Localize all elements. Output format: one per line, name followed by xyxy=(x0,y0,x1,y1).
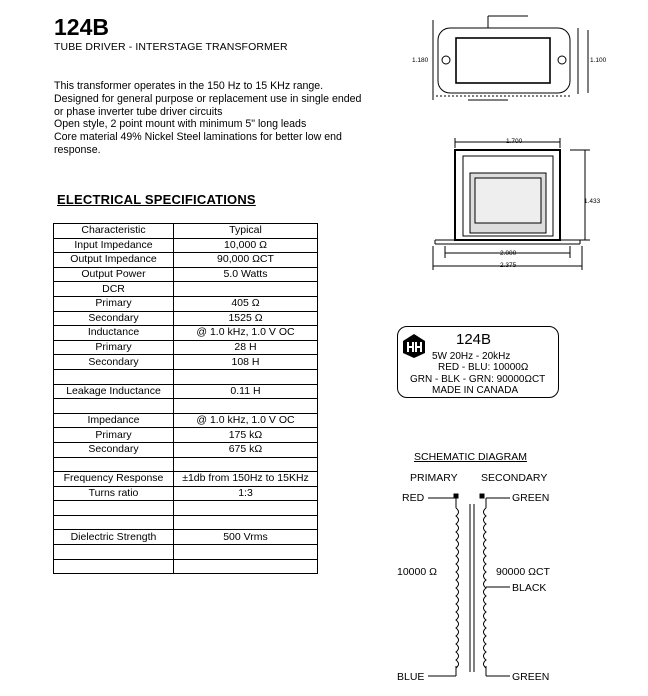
characteristic-cell xyxy=(54,559,174,574)
typical-cell: 175 kΩ xyxy=(174,428,318,443)
lead-blue: BLUE xyxy=(397,671,425,683)
characteristic-cell: Output Impedance xyxy=(54,253,174,268)
description-line: Designed for general purpose or replacement use in single ended xyxy=(54,92,362,105)
characteristic-cell: Primary xyxy=(54,296,174,311)
dim-overall: 2.375 xyxy=(500,262,517,269)
typical-cell: 108 H xyxy=(174,355,318,370)
schematic-title: SCHEMATIC DIAGRAM xyxy=(414,451,527,463)
characteristic-cell xyxy=(54,369,174,384)
characteristic-cell: Inductance xyxy=(54,326,174,341)
characteristic-cell: Leakage Inductance xyxy=(54,384,174,399)
label-line4: MADE IN CANADA xyxy=(432,385,519,396)
characteristic-cell: Impedance xyxy=(54,413,174,428)
table-header-row xyxy=(54,224,318,239)
typical-cell: @ 1.0 kHz, 1.0 V OC xyxy=(174,413,318,428)
hammond-logo-icon xyxy=(402,333,426,359)
characteristic-cell xyxy=(54,545,174,560)
table-row xyxy=(54,326,318,341)
typical-cell xyxy=(174,515,318,530)
table-row xyxy=(54,369,318,384)
characteristic-cell: Primary xyxy=(54,340,174,355)
table-row xyxy=(54,413,318,428)
description-line: response. xyxy=(54,143,101,156)
product-label xyxy=(397,326,559,398)
table-row xyxy=(54,486,318,501)
lead-black: BLACK xyxy=(512,582,547,594)
characteristic-cell: Turns ratio xyxy=(54,486,174,501)
description-line: Open style, 2 point mount with minimum 5" long leads xyxy=(54,118,307,131)
typical-cell: 1525 Ω xyxy=(174,311,318,326)
characteristic-cell: Output Power xyxy=(54,267,174,282)
characteristic-cell: Secondary xyxy=(54,355,174,370)
table-row xyxy=(54,399,318,414)
characteristic-cell: Dielectric Strength xyxy=(54,530,174,545)
table-row xyxy=(54,515,318,530)
typical-cell xyxy=(174,545,318,560)
typical-cell: 5.0 Watts xyxy=(174,267,318,282)
table-row xyxy=(54,238,318,253)
table-row xyxy=(54,472,318,487)
typical-cell xyxy=(174,369,318,384)
label-line1: 5W 20Hz - 20kHz xyxy=(432,351,511,362)
table-row xyxy=(54,282,318,297)
label-line3: GRN - BLK - GRN: 90000ΩCT xyxy=(410,374,546,385)
page-title: 124B xyxy=(54,14,109,40)
table-row xyxy=(54,457,318,472)
typical-cell: 10,000 Ω xyxy=(174,238,318,253)
characteristic-cell xyxy=(54,457,174,472)
typical-cell xyxy=(174,399,318,414)
dim-width-top: 1.700 xyxy=(506,138,523,145)
typical-cell xyxy=(174,457,318,472)
label-model: 124B xyxy=(456,331,492,348)
description-line: or phase inverter tube driver circuits xyxy=(54,105,223,118)
typical-cell: 405 Ω xyxy=(174,296,318,311)
characteristic-cell: Input Impedance xyxy=(54,238,174,253)
characteristic-cell: Secondary xyxy=(54,311,174,326)
typical-cell xyxy=(174,282,318,297)
table-row xyxy=(54,253,318,268)
typical-cell: 675 kΩ xyxy=(174,442,318,457)
description xyxy=(54,80,394,157)
typical-cell: 0.11 H xyxy=(174,384,318,399)
typical-cell: 28 H xyxy=(174,340,318,355)
secondary-value: 90000 ΩCT xyxy=(496,566,550,578)
table-row xyxy=(54,559,318,574)
table-row xyxy=(54,296,318,311)
typical-cell xyxy=(174,559,318,574)
characteristic-cell xyxy=(54,399,174,414)
schematic-drawing xyxy=(428,490,518,690)
table-row xyxy=(54,442,318,457)
dim-top-right: 1.100 xyxy=(590,57,607,64)
table-row xyxy=(54,428,318,443)
table-row xyxy=(54,545,318,560)
lead-green-bottom: GREEN xyxy=(512,671,550,683)
schematic-primary-label: PRIMARY xyxy=(410,472,458,484)
characteristic-cell: Frequency Response xyxy=(54,472,174,487)
typical-cell: ±1db from 150Hz to 15KHz xyxy=(174,472,318,487)
primary-value: 10000 Ω xyxy=(397,566,437,578)
table-row xyxy=(54,311,318,326)
characteristic-cell: Secondary xyxy=(54,442,174,457)
characteristic-cell: DCR xyxy=(54,282,174,297)
schematic-secondary-label: SECONDARY xyxy=(481,472,548,484)
specs-table xyxy=(53,223,318,574)
lead-green-top: GREEN xyxy=(512,492,550,504)
specs-heading: ELECTRICAL SPECIFICATIONS xyxy=(57,192,256,207)
typical-cell xyxy=(174,501,318,516)
label-line2: RED - BLU: 10000Ω xyxy=(438,362,529,373)
typical-cell: 90,000 ΩCT xyxy=(174,253,318,268)
description-line: Core material 49% Nickel Steel laminations for better low end xyxy=(54,131,342,144)
dim-mount: 2.000 xyxy=(500,250,517,257)
table-row xyxy=(54,384,318,399)
table-row xyxy=(54,340,318,355)
column-header: Characteristic xyxy=(54,224,174,239)
typical-cell: 500 Vrms xyxy=(174,530,318,545)
characteristic-cell xyxy=(54,515,174,530)
lead-red: RED xyxy=(402,492,425,504)
column-header: Typical xyxy=(174,224,318,239)
table-row xyxy=(54,530,318,545)
table-row xyxy=(54,267,318,282)
typical-cell: 1:3 xyxy=(174,486,318,501)
description-line: This transformer operates in the 150 Hz to 15 KHz range. xyxy=(54,80,324,92)
characteristic-cell xyxy=(54,501,174,516)
characteristic-cell: Primary xyxy=(54,428,174,443)
page-subtitle: TUBE DRIVER - INTERSTAGE TRANSFORMER xyxy=(54,41,288,53)
dim-top-left: 1.180 xyxy=(412,57,429,64)
typical-cell: @ 1.0 kHz, 1.0 V OC xyxy=(174,326,318,341)
table-row xyxy=(54,501,318,516)
dim-height-side: 1.433 xyxy=(584,198,601,205)
top-view-drawing xyxy=(408,8,608,108)
table-row xyxy=(54,355,318,370)
